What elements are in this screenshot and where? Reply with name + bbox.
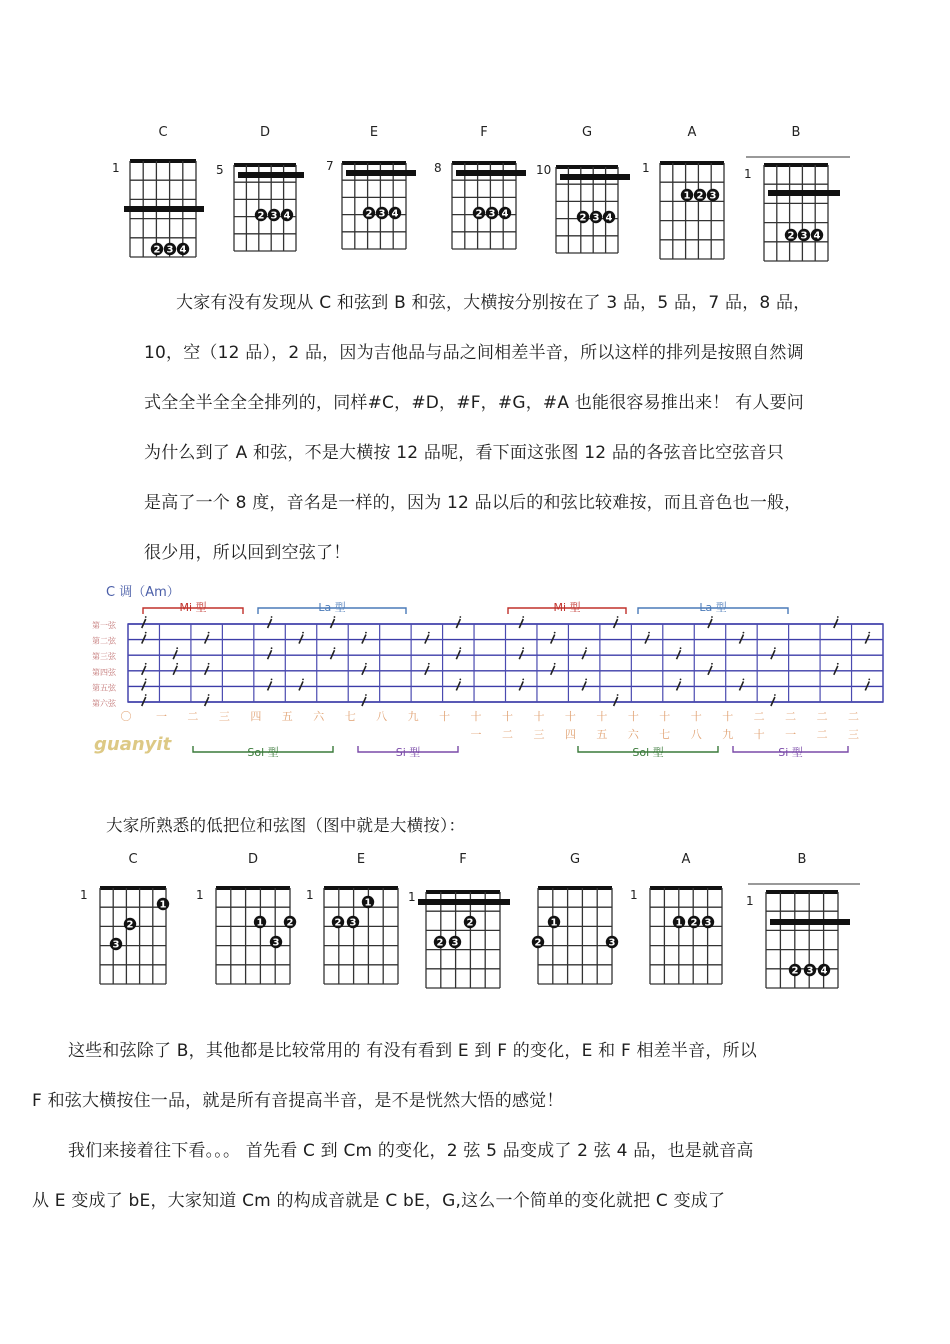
shape-label-top: Mi 型 — [179, 601, 207, 614]
svg-text:3: 3 — [349, 917, 357, 929]
fret-number: 10 — [536, 163, 552, 177]
svg-text:2: 2 — [690, 917, 698, 929]
chord-grid — [640, 153, 744, 289]
fret-number: 1 — [642, 161, 650, 175]
barre-bar — [770, 919, 850, 925]
chord-grid — [432, 153, 536, 279]
fret-number-top: 十 — [659, 710, 671, 723]
svg-text:3: 3 — [806, 965, 814, 977]
svg-text:2: 2 — [579, 212, 587, 224]
svg-text:4: 4 — [283, 210, 291, 222]
chord-name: A — [687, 125, 697, 140]
svg-text:4: 4 — [179, 244, 187, 256]
fret-number-bottom: 三 — [848, 728, 860, 741]
fret-number-top: 十 — [470, 710, 482, 723]
svg-text:3: 3 — [800, 230, 808, 242]
fret-number-top: 一 — [155, 710, 167, 723]
svg-text:1: 1 — [683, 190, 691, 202]
shape-label-top: La 型 — [699, 601, 727, 614]
fret-number-top: 三 — [218, 710, 230, 723]
finger-dot — [603, 211, 615, 224]
svg-text:2: 2 — [787, 230, 795, 242]
chord-name: F — [480, 125, 488, 140]
finger-dot — [811, 229, 823, 242]
svg-text:4: 4 — [813, 230, 821, 242]
fret-number: 1 — [744, 167, 752, 181]
fret-number-bottom: 六 — [627, 728, 639, 741]
text-line: 很少用，所以回到空弦了！ — [144, 543, 351, 563]
svg-text:2: 2 — [466, 917, 474, 929]
svg-text:2: 2 — [126, 919, 134, 931]
fret-number-top: 二 — [848, 710, 860, 723]
chord-name: E — [356, 852, 366, 867]
fret-number-top: 十 — [596, 710, 608, 723]
finger-dot — [464, 916, 476, 929]
fret-number-bottom: 一 — [470, 728, 482, 741]
chord-grid — [80, 878, 186, 1014]
svg-text:2: 2 — [436, 937, 444, 949]
svg-text:3: 3 — [270, 210, 278, 222]
finger-dot — [363, 207, 375, 220]
text-line: 是高了一个 8 度，音名是一样的，因为 12 品以后的和弦比较难按，而且音色也一般， — [144, 493, 802, 513]
chord-name: B — [797, 852, 807, 867]
svg-text:3: 3 — [709, 190, 717, 202]
finger-dot — [804, 964, 816, 977]
fret-number: 1 — [112, 161, 120, 175]
barre-bar — [346, 170, 416, 176]
chord-grid — [110, 151, 216, 287]
text-line: 10，空（12 品），2 品，因为吉他品与品之间相差半音，所以这样的排列是按照自然调 — [144, 343, 804, 363]
fret-number-top: 二 — [753, 710, 765, 723]
svg-text:2: 2 — [696, 190, 704, 202]
text-line: 这些和弦除了 B，其他都是比较常用的 有没有看到 E 到 F 的变化，E 和 F 相差半音，所以 — [68, 1041, 757, 1061]
svg-text:1: 1 — [256, 917, 264, 929]
chord-grid — [322, 153, 426, 279]
fret-number: 1 — [746, 894, 754, 908]
fret-number-top: 八 — [376, 710, 388, 723]
text-line: 从 E 变成了 bE，大家知道 Cm 的构成音就是 C bE，G,这么一个简单的变化就把 C 变成了 — [32, 1191, 726, 1211]
svg-text:2: 2 — [475, 208, 483, 220]
svg-text:3: 3 — [608, 937, 616, 949]
finger-dot — [255, 209, 267, 222]
finger-dot — [177, 243, 189, 256]
fretboard-svg — [88, 578, 888, 768]
fret-number-top: 六 — [313, 710, 325, 723]
text-line: 式全全半全全全排列的，同样#C，#D，#F，#G，#A 也能很容易推出来！ 有人要问 — [144, 393, 804, 413]
finger-dot — [707, 189, 719, 202]
svg-text:2: 2 — [286, 917, 294, 929]
finger-dot — [281, 209, 293, 222]
svg-text:3: 3 — [378, 208, 386, 220]
fretboard-grid — [128, 624, 883, 702]
fret-number-top: 十 — [690, 710, 702, 723]
svg-text:2: 2 — [257, 210, 265, 222]
fret-number: 1 — [196, 888, 204, 902]
finger-dot — [590, 211, 602, 224]
svg-text:1: 1 — [364, 897, 372, 909]
finger-dot — [694, 189, 706, 202]
svg-text:1: 1 — [159, 899, 167, 911]
fret-number-top: 七 — [344, 710, 356, 723]
chord-name: C — [128, 852, 138, 867]
fret-number-bottom: 二 — [502, 728, 513, 741]
chord-grid — [746, 882, 858, 1018]
svg-text:4: 4 — [501, 208, 509, 220]
finger-dot — [789, 964, 801, 977]
chord-name: G — [569, 852, 581, 867]
chord-name: B — [791, 125, 801, 140]
string-label: 第六弦 — [92, 699, 116, 708]
fret-number-bottom: 七 — [659, 728, 671, 741]
finger-dot — [110, 938, 122, 951]
finger-dot — [151, 243, 163, 256]
finger-dot — [376, 207, 388, 220]
chord-grid — [518, 878, 632, 1014]
shape-label-bottom: Sol 型 — [632, 746, 664, 759]
barre-bar — [560, 174, 630, 180]
finger-dot — [164, 243, 176, 256]
fret-number: 1 — [80, 888, 88, 902]
finger-dot — [486, 207, 498, 220]
string-label: 第一弦 — [92, 621, 116, 630]
chord-name: D — [259, 125, 270, 140]
text-line: 大家有没有发现从 C 和弦到 B 和弦，大横按分别按在了 3 品，5 品，7 品，8 品， — [176, 293, 811, 313]
finger-dot — [449, 936, 461, 949]
fret-number-top: 十 — [533, 710, 545, 723]
fret-number-top: 十 — [627, 710, 639, 723]
text-line: 为什么到了 A 和弦，不是大横按 12 品呢，看下面这张图 12 品的各弦音比空弦音只 — [144, 443, 784, 463]
svg-text:3: 3 — [166, 244, 174, 256]
string-label: 第二弦 — [92, 636, 116, 646]
shape-label-bottom: Si 型 — [395, 746, 421, 759]
fret-number: 1 — [408, 890, 416, 904]
fret-number-bottom: 八 — [690, 728, 702, 741]
fret-number-bottom: 十 — [753, 728, 765, 741]
string-label: 第四弦 — [92, 667, 116, 677]
barre-bar — [456, 170, 526, 176]
chord-grid — [304, 878, 418, 1014]
fret-number-top: 〇 — [120, 710, 132, 723]
svg-text:2: 2 — [365, 208, 373, 220]
string-label: 第五弦 — [92, 683, 116, 693]
finger-dot — [284, 916, 296, 929]
fret-number-top: 十 — [502, 710, 513, 723]
barre-bar — [768, 190, 840, 196]
fret-number-top: 四 — [250, 710, 262, 723]
svg-text:2: 2 — [791, 965, 799, 977]
caption-low-position: 大家所熟悉的低把位和弦图（图中就是大横按）： — [106, 816, 466, 835]
string-label: 第三弦 — [92, 652, 116, 662]
svg-text:1: 1 — [550, 917, 558, 929]
fret-number: 1 — [630, 888, 638, 902]
shape-label-bottom: Sol 型 — [247, 746, 279, 759]
fret-number-bottom: 五 — [596, 728, 608, 741]
finger-dot — [818, 964, 830, 977]
text-line: 我们来接着往下看。。。 首先看 C 到 Cm 的变化，2 弦 5 品变成了 2 弦 4 品，也是就音高 — [68, 1141, 754, 1161]
fret-number: 1 — [306, 888, 314, 902]
finger-dot — [270, 936, 282, 949]
svg-text:4: 4 — [605, 212, 613, 224]
fret-number-bottom: 九 — [722, 728, 734, 741]
finger-dot — [606, 936, 618, 949]
fret-number-top: 二 — [785, 710, 797, 723]
svg-text:4: 4 — [820, 965, 828, 977]
shape-label-top: La 型 — [318, 601, 346, 614]
finger-dot — [681, 189, 693, 202]
fret-number-bottom: 一 — [785, 728, 797, 741]
finger-dot — [798, 229, 810, 242]
fret-number: 5 — [216, 163, 224, 177]
chord-grid — [744, 155, 848, 291]
finger-dot — [434, 936, 446, 949]
svg-text:3: 3 — [272, 937, 280, 949]
chord-grid — [406, 882, 520, 1018]
svg-text:2: 2 — [153, 244, 161, 256]
chord-grid — [214, 155, 316, 281]
svg-text:3: 3 — [704, 917, 712, 929]
svg-text:3: 3 — [592, 212, 600, 224]
svg-text:1: 1 — [675, 917, 683, 929]
chord-grid — [536, 157, 638, 283]
finger-dot — [268, 209, 280, 222]
finger-dot — [785, 229, 797, 242]
svg-text:2: 2 — [334, 917, 342, 929]
fret-number: 7 — [326, 159, 334, 173]
chord-name: C — [158, 125, 168, 140]
fret-number-bottom: 四 — [564, 728, 576, 741]
fret-number: 8 — [434, 161, 442, 175]
fret-number-top: 九 — [407, 710, 419, 723]
watermark-logo: guanyit — [94, 734, 172, 755]
svg-text:4: 4 — [391, 208, 399, 220]
fret-number-top: 二 — [187, 710, 199, 723]
fretboard-title: C 调（Am） — [106, 585, 180, 600]
chord-grid — [630, 878, 742, 1014]
svg-text:3: 3 — [112, 939, 120, 951]
fretboard-figure — [88, 578, 888, 768]
chord-name: G — [581, 125, 593, 140]
fret-number-top: 五 — [281, 710, 293, 723]
fret-number-top: 二 — [816, 710, 828, 723]
barre-bar — [418, 899, 510, 905]
fret-number-bottom: 二 — [816, 728, 828, 741]
fret-number-bottom: 三 — [533, 728, 545, 741]
fret-number-top: 十 — [722, 710, 734, 723]
text-line: F 和弦大横按住一品，就是所有音提高半音，是不是恍然大悟的感觉！ — [32, 1091, 564, 1111]
fret-number-top: 十 — [439, 710, 451, 723]
finger-dot — [577, 211, 589, 224]
svg-text:3: 3 — [451, 937, 459, 949]
finger-dot — [473, 207, 485, 220]
barre-bar — [124, 206, 204, 212]
finger-dot — [532, 936, 544, 949]
chord-name: D — [247, 852, 258, 867]
svg-text:2: 2 — [534, 937, 542, 949]
chord-name: F — [459, 852, 467, 867]
fret-number-top: 十 — [564, 710, 576, 723]
chord-name: A — [681, 852, 691, 867]
shape-label-bottom: Si 型 — [778, 746, 803, 759]
finger-dot — [157, 898, 169, 911]
barre-bar — [238, 172, 304, 178]
finger-dot — [124, 918, 136, 931]
finger-dot — [389, 207, 401, 220]
shape-label-top: Mi 型 — [553, 601, 581, 614]
svg-text:3: 3 — [488, 208, 496, 220]
chord-name: E — [369, 125, 379, 140]
finger-dot — [499, 207, 511, 220]
chord-grid — [196, 878, 310, 1014]
